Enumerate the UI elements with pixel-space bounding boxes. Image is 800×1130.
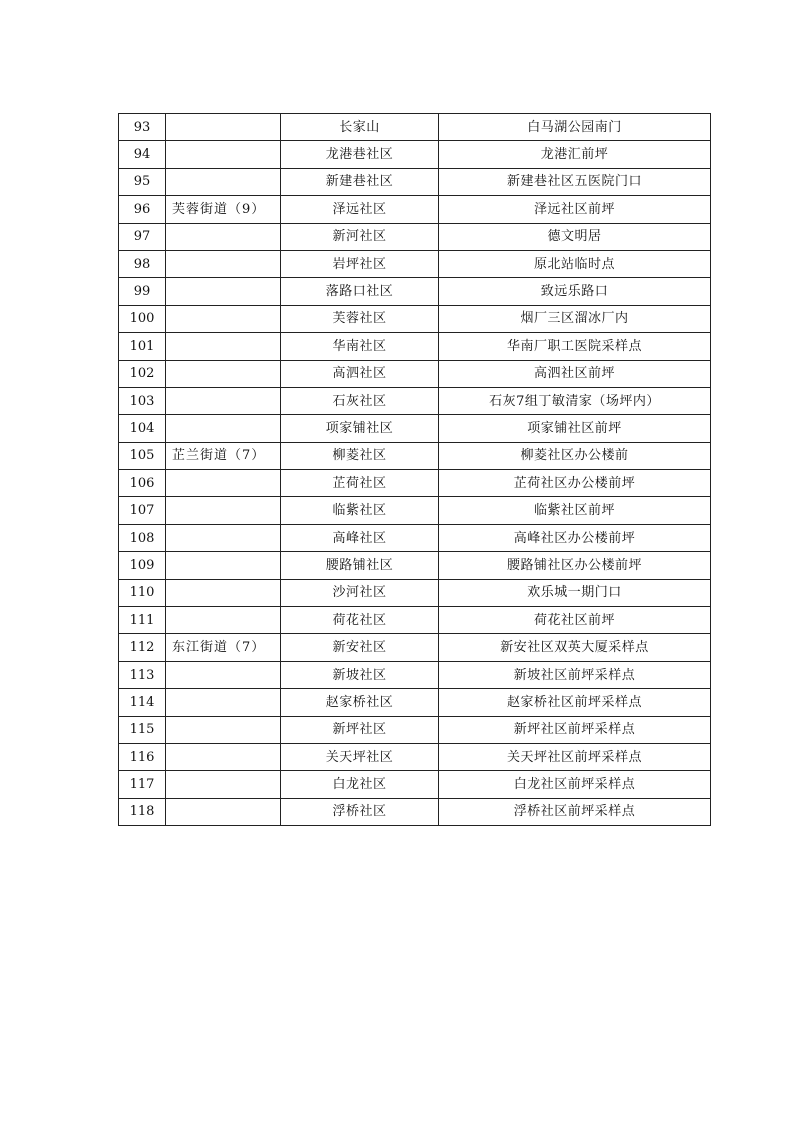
row-number-cell: 113: [119, 661, 166, 688]
street-cell: [166, 360, 281, 387]
sampling-site-cell: 腰路铺社区办公楼前坪: [439, 552, 711, 579]
sampling-site-cell: 致远乐路口: [439, 278, 711, 305]
row-number-cell: 103: [119, 387, 166, 414]
street-cell: [166, 607, 281, 634]
community-cell: 高峰社区: [281, 524, 439, 551]
row-number-cell: 108: [119, 524, 166, 551]
sampling-site-cell: 新安社区双英大厦采样点: [439, 634, 711, 661]
row-number-cell: 97: [119, 223, 166, 250]
sampling-site-cell: 赵家桥社区前坪采样点: [439, 689, 711, 716]
community-cell: 沙河社区: [281, 579, 439, 606]
sampling-site-cell: 欢乐城一期门口: [439, 579, 711, 606]
sampling-site-cell: 项家铺社区前坪: [439, 415, 711, 442]
table-body: [119, 114, 711, 826]
table-row: [119, 114, 711, 141]
sampling-site-cell: 德文明居: [439, 223, 711, 250]
street-cell: 芙蓉街道（9）: [166, 196, 281, 223]
sampling-site-cell: 新建巷社区五医院门口: [439, 168, 711, 195]
sampling-site-cell: 华南厂职工医院采样点: [439, 333, 711, 360]
community-cell: 泽远社区: [281, 196, 439, 223]
street-cell: 芷兰街道（7）: [166, 442, 281, 469]
table-row: [119, 771, 711, 798]
table-row: [119, 579, 711, 606]
table-row: [119, 661, 711, 688]
street-cell: [166, 250, 281, 277]
table-row: [119, 250, 711, 277]
sampling-site-cell: 临紫社区前坪: [439, 497, 711, 524]
sampling-site-cell: 荷花社区前坪: [439, 607, 711, 634]
street-cell: [166, 141, 281, 168]
community-cell: 新安社区: [281, 634, 439, 661]
row-number-cell: 107: [119, 497, 166, 524]
community-cell: 腰路铺社区: [281, 552, 439, 579]
community-cell: 新建巷社区: [281, 168, 439, 195]
sampling-site-cell: 柳菱社区办公楼前: [439, 442, 711, 469]
street-cell: [166, 689, 281, 716]
table-row: [119, 716, 711, 743]
row-number-cell: 96: [119, 196, 166, 223]
street-cell: [166, 798, 281, 825]
row-number-cell: 116: [119, 743, 166, 770]
community-cell: 白龙社区: [281, 771, 439, 798]
street-cell: [166, 524, 281, 551]
table-row: [119, 196, 711, 223]
table-row: [119, 743, 711, 770]
street-cell: [166, 387, 281, 414]
community-cell: 石灰社区: [281, 387, 439, 414]
row-number-cell: 118: [119, 798, 166, 825]
row-number-cell: 110: [119, 579, 166, 606]
row-number-cell: 111: [119, 607, 166, 634]
row-number-cell: 114: [119, 689, 166, 716]
street-cell: [166, 114, 281, 141]
row-number-cell: 101: [119, 333, 166, 360]
row-number-cell: 100: [119, 305, 166, 332]
table-row: [119, 415, 711, 442]
community-cell: 关天坪社区: [281, 743, 439, 770]
sampling-site-cell: 浮桥社区前坪采样点: [439, 798, 711, 825]
row-number-cell: 98: [119, 250, 166, 277]
community-cell: 芷荷社区: [281, 470, 439, 497]
sampling-site-cell: 芷荷社区办公楼前坪: [439, 470, 711, 497]
row-number-cell: 94: [119, 141, 166, 168]
row-number-cell: 105: [119, 442, 166, 469]
table-row: [119, 497, 711, 524]
street-cell: [166, 333, 281, 360]
community-cell: 高泗社区: [281, 360, 439, 387]
row-number-cell: 109: [119, 552, 166, 579]
street-cell: [166, 497, 281, 524]
community-cell: 荷花社区: [281, 607, 439, 634]
sampling-site-cell: 烟厂三区溜冰厂内: [439, 305, 711, 332]
table-row: [119, 634, 711, 661]
sampling-sites-table: [118, 113, 711, 826]
sampling-site-cell: 新坡社区前坪采样点: [439, 661, 711, 688]
sampling-site-cell: 石灰7组丁敏清家（场坪内）: [439, 387, 711, 414]
community-cell: 华南社区: [281, 333, 439, 360]
community-cell: 芙蓉社区: [281, 305, 439, 332]
table-row: [119, 141, 711, 168]
street-cell: [166, 470, 281, 497]
community-cell: 新河社区: [281, 223, 439, 250]
row-number-cell: 99: [119, 278, 166, 305]
community-cell: 赵家桥社区: [281, 689, 439, 716]
street-cell: [166, 661, 281, 688]
sampling-site-cell: 原北站临时点: [439, 250, 711, 277]
street-cell: [166, 168, 281, 195]
street-cell: [166, 415, 281, 442]
community-cell: 龙港巷社区: [281, 141, 439, 168]
community-cell: 临紫社区: [281, 497, 439, 524]
street-cell: [166, 305, 281, 332]
table-row: [119, 470, 711, 497]
table-row: [119, 305, 711, 332]
street-cell: [166, 743, 281, 770]
street-cell: [166, 771, 281, 798]
table-row: [119, 333, 711, 360]
table-row: [119, 524, 711, 551]
table-row: [119, 168, 711, 195]
community-cell: 新坡社区: [281, 661, 439, 688]
community-cell: 项家铺社区: [281, 415, 439, 442]
street-cell: [166, 552, 281, 579]
row-number-cell: 115: [119, 716, 166, 743]
street-cell: 东江街道（7）: [166, 634, 281, 661]
table-row: [119, 798, 711, 825]
sampling-site-cell: 高峰社区办公楼前坪: [439, 524, 711, 551]
community-cell: 长家山: [281, 114, 439, 141]
community-cell: 落路口社区: [281, 278, 439, 305]
sampling-site-cell: 新坪社区前坪采样点: [439, 716, 711, 743]
community-cell: 岩坪社区: [281, 250, 439, 277]
street-cell: [166, 278, 281, 305]
sampling-site-cell: 高泗社区前坪: [439, 360, 711, 387]
row-number-cell: 106: [119, 470, 166, 497]
table-row: [119, 442, 711, 469]
street-cell: [166, 579, 281, 606]
row-number-cell: 93: [119, 114, 166, 141]
community-cell: 浮桥社区: [281, 798, 439, 825]
table-row: [119, 223, 711, 250]
row-number-cell: 102: [119, 360, 166, 387]
sampling-site-cell: 泽远社区前坪: [439, 196, 711, 223]
table-row: [119, 360, 711, 387]
sampling-site-cell: 关天坪社区前坪采样点: [439, 743, 711, 770]
table-row: [119, 278, 711, 305]
table-row: [119, 387, 711, 414]
table-row: [119, 689, 711, 716]
sampling-site-cell: 白龙社区前坪采样点: [439, 771, 711, 798]
row-number-cell: 112: [119, 634, 166, 661]
community-cell: 柳菱社区: [281, 442, 439, 469]
street-cell: [166, 223, 281, 250]
row-number-cell: 104: [119, 415, 166, 442]
row-number-cell: 95: [119, 168, 166, 195]
row-number-cell: 117: [119, 771, 166, 798]
sampling-site-cell: 龙港汇前坪: [439, 141, 711, 168]
community-cell: 新坪社区: [281, 716, 439, 743]
table-row: [119, 552, 711, 579]
table-row: [119, 607, 711, 634]
sampling-site-cell: 白马湖公园南门: [439, 114, 711, 141]
street-cell: [166, 716, 281, 743]
